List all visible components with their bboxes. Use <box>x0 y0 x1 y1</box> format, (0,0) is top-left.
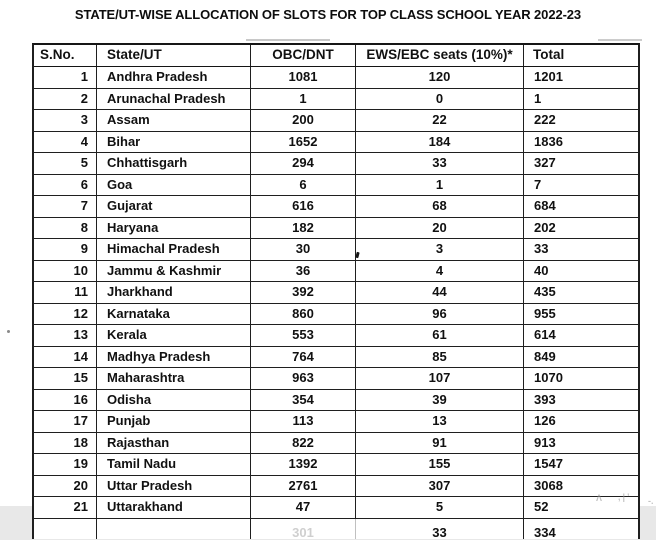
cell-sno: 19 <box>34 454 97 475</box>
cell-state: Arunachal Pradesh <box>97 89 251 110</box>
cell-state: Bihar <box>97 132 251 153</box>
cell-obc: 1 <box>251 89 356 110</box>
cell-sno: 20 <box>34 476 97 497</box>
cell-total: 614 <box>534 327 556 342</box>
cell-ews: 155 <box>356 454 524 475</box>
table-row <box>34 325 638 347</box>
table-row <box>34 411 638 433</box>
cell-obc: 30 <box>251 239 356 260</box>
cell-obc: 764 <box>251 347 356 368</box>
cell-ews: 13 <box>356 411 524 432</box>
cell-ews: 61 <box>356 325 524 346</box>
cell-obc: 47 <box>251 497 356 518</box>
table-row <box>34 497 638 519</box>
cell-state: Gujarat <box>97 196 251 217</box>
table-row <box>34 368 638 390</box>
cell-ews: 1 <box>356 175 524 196</box>
table-row-cutoff <box>34 519 638 539</box>
cell-state: Maharashtra <box>97 368 251 389</box>
cell-sno: 1 <box>34 67 97 88</box>
cell-state: Andhra Pradesh <box>97 67 251 88</box>
cell-sno: 3 <box>34 110 97 131</box>
cell-state: Rajasthan <box>97 433 251 454</box>
cell-state: Himachal Pradesh <box>97 239 251 260</box>
table-row <box>34 175 638 197</box>
cell-total: 1 <box>534 90 542 106</box>
cell-sno: 13 <box>34 325 97 346</box>
table-row <box>34 282 638 304</box>
cell-obc: 354 <box>251 390 356 411</box>
cell-state: Punjab <box>97 411 251 432</box>
table-row <box>34 433 638 455</box>
cell-sno <box>34 519 97 539</box>
table-row <box>34 261 638 283</box>
table-row <box>34 304 638 326</box>
cell-state: Jammu & Kashmir <box>97 261 251 282</box>
cell-total: 955 <box>534 305 556 321</box>
scan-artifact-smudge: Λ <box>596 493 603 503</box>
header-sno: S.No. <box>34 45 97 66</box>
scan-artifact-streak <box>598 39 642 41</box>
cell-ews: 120 <box>356 67 524 88</box>
cell-ews: 33 <box>356 153 524 174</box>
cell-total: 327 <box>534 155 556 170</box>
cell-state: Uttarakhand <box>97 497 251 518</box>
table-row <box>34 196 638 218</box>
cell-state: Goa <box>97 175 251 196</box>
cell-total: 7 <box>534 176 542 192</box>
cell-ews: 22 <box>356 110 524 131</box>
cell-sno: 6 <box>34 175 97 196</box>
cell-total: 684 <box>534 198 556 213</box>
header-obc: OBC/DNT <box>251 45 356 66</box>
cell-state: Madhya Pradesh <box>97 347 251 368</box>
cell-obc: 294 <box>251 153 356 174</box>
cell-total: 1836 <box>534 133 563 149</box>
cell-total: 435 <box>534 284 556 299</box>
cell-total: 393 <box>534 391 556 407</box>
cell-obc: 553 <box>251 325 356 346</box>
cell-ews: 68 <box>356 196 524 217</box>
table-row <box>34 153 638 175</box>
cell-ews: 20 <box>356 218 524 239</box>
table-row <box>34 132 638 154</box>
cell-total: 1201 <box>534 69 563 84</box>
cell-sno: 8 <box>34 218 97 239</box>
cell-obc: 822 <box>251 433 356 454</box>
scan-artifact-smudge: ,|’ <box>618 492 632 502</box>
cell-state: Chhattisgarh <box>97 153 251 174</box>
cell-obc: 1081 <box>251 67 356 88</box>
cell-ews: 184 <box>356 132 524 153</box>
table-header-row <box>34 45 638 67</box>
cell-total: 3068 <box>534 477 563 493</box>
cell-ews: 96 <box>356 304 524 325</box>
header-total: Total <box>533 47 565 62</box>
cell-ews: 85 <box>356 347 524 368</box>
cell-sno: 17 <box>34 411 97 432</box>
table-row <box>34 390 638 412</box>
cell-total: 1070 <box>534 370 563 385</box>
cell-state: Haryana <box>97 218 251 239</box>
table-row <box>34 239 638 261</box>
cell-state: Karnataka <box>97 304 251 325</box>
cell-total: 52 <box>534 499 549 514</box>
table-row <box>34 454 638 476</box>
cell-ews: 33 <box>356 519 524 539</box>
cell-ews: 91 <box>356 433 524 454</box>
cell-state: Odisha <box>97 390 251 411</box>
cell-total: 913 <box>534 434 556 450</box>
table-row <box>34 110 638 132</box>
cell-total: 33 <box>534 241 549 256</box>
cell-state: Jharkhand <box>97 282 251 303</box>
cell-sno: 2 <box>34 89 97 110</box>
cell-ews: 44 <box>356 282 524 303</box>
cell-sno: 9 <box>34 239 97 260</box>
cell-total: 849 <box>534 348 556 364</box>
cell-total: 126 <box>534 413 556 428</box>
cell-obc: 113 <box>251 411 356 432</box>
table-row <box>34 89 638 111</box>
table-row <box>34 347 638 369</box>
cell-sno: 21 <box>34 497 97 518</box>
cell-obc: 392 <box>251 282 356 303</box>
cell-ews: 3 <box>356 239 524 260</box>
cell-sno: 4 <box>34 132 97 153</box>
page-title: STATE/UT-WISE ALLOCATION OF SLOTS FOR TOP CLASS SCHOOL YEAR 2022-23 <box>74 7 582 22</box>
cell-ews: 307 <box>356 476 524 497</box>
scan-artifact-streak <box>246 39 330 41</box>
cell-obc: 860 <box>251 304 356 325</box>
cell-obc: 36 <box>251 261 356 282</box>
scan-artifact-dot <box>7 330 10 333</box>
table-row <box>34 476 638 498</box>
cell-ews: 4 <box>356 261 524 282</box>
cell-state: Kerala <box>97 325 251 346</box>
cell-sno: 7 <box>34 196 97 217</box>
cell-sno: 12 <box>34 304 97 325</box>
table-row <box>34 67 638 89</box>
header-ews: EWS/EBC seats (10%)* <box>356 45 524 66</box>
cell-ews: 5 <box>356 497 524 518</box>
cell-total: 202 <box>534 219 556 235</box>
cell-obc: 6 <box>251 175 356 196</box>
cell-total: 222 <box>534 112 556 127</box>
cell-sno: 10 <box>34 261 97 282</box>
cell-total: 40 <box>534 262 549 278</box>
header-state: State/UT <box>97 45 251 66</box>
table-row <box>34 218 638 240</box>
cell-obc: 1392 <box>251 454 356 475</box>
scan-artifact-smudge: -. <box>648 496 654 506</box>
cell-obc: 301 <box>251 519 356 539</box>
cell-obc: 1652 <box>251 132 356 153</box>
cell-sno: 14 <box>34 347 97 368</box>
cell-obc: 200 <box>251 110 356 131</box>
cell-state: Assam <box>97 110 251 131</box>
cell-sno: 15 <box>34 368 97 389</box>
cell-sno: 18 <box>34 433 97 454</box>
cell-ews: 107 <box>356 368 524 389</box>
cell-ews: 39 <box>356 390 524 411</box>
cell-state <box>97 519 251 539</box>
allocation-table <box>32 43 640 539</box>
cell-ews: 0 <box>356 89 524 110</box>
cell-obc: 2761 <box>251 476 356 497</box>
cell-sno: 11 <box>34 282 97 303</box>
table-body <box>34 67 638 519</box>
cell-state: Tamil Nadu <box>97 454 251 475</box>
cell-total: 334 <box>534 524 556 540</box>
cell-obc: 616 <box>251 196 356 217</box>
cell-sno: 16 <box>34 390 97 411</box>
cell-sno: 5 <box>34 153 97 174</box>
cell-state: Uttar Pradesh <box>97 476 251 497</box>
cell-total: 1547 <box>534 456 563 471</box>
cell-obc: 182 <box>251 218 356 239</box>
cell-obc: 963 <box>251 368 356 389</box>
